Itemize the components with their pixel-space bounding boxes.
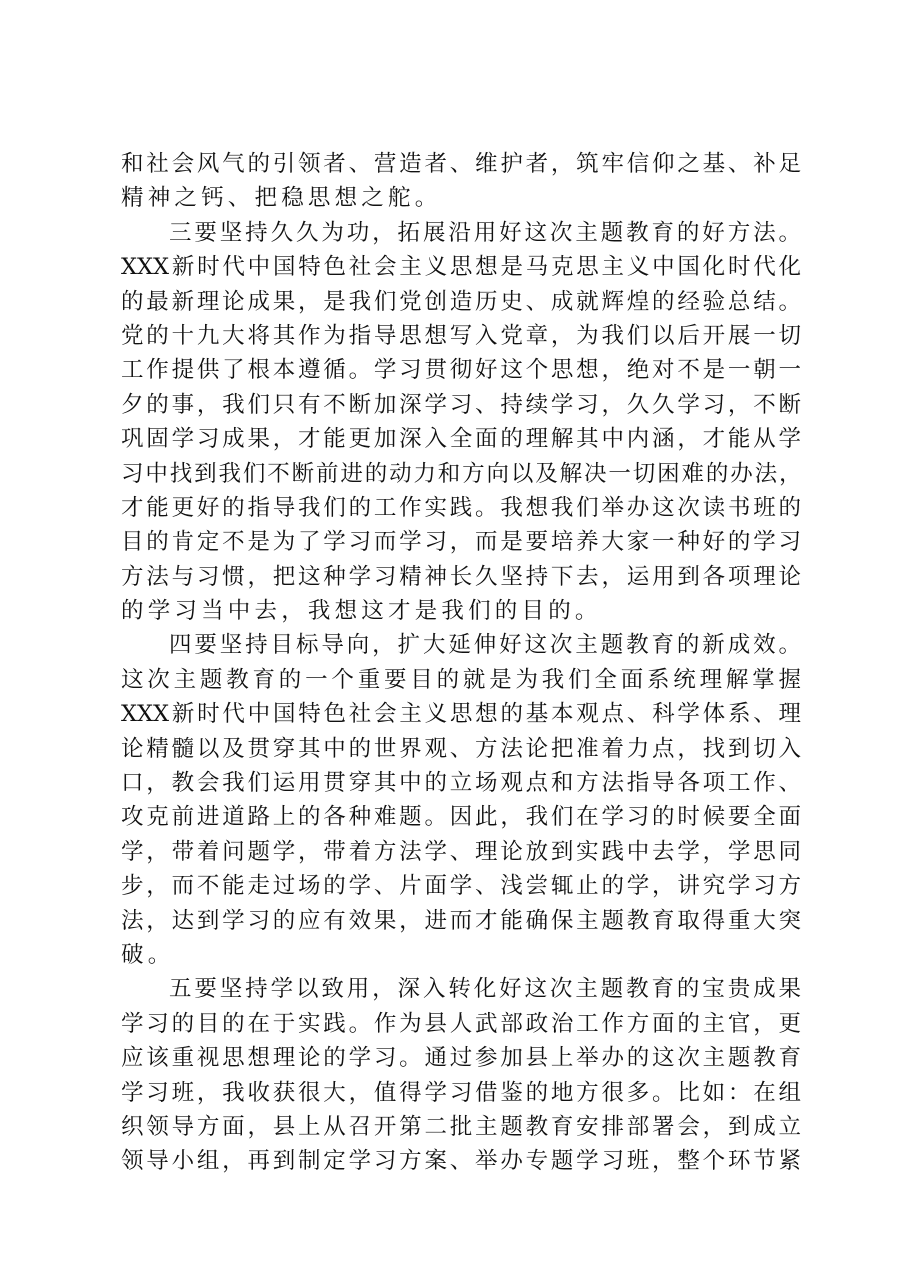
text-line: 工作提供了根本遵循。学习贯彻好这个思想，绝对不是一朝一	[121, 357, 801, 384]
text-line: 巩固学习成果，才能更加深入全面的理解其中内涵，才能从学	[121, 426, 801, 453]
text-line: 精神之钙、把稳思想之舵。	[121, 185, 442, 212]
text-line: 才能更好的指导我们的工作实践。我想我们举办这次读书班的	[121, 494, 801, 521]
text-line: 学习的目的在于实践。作为县人武部政治工作方面的主官，更	[121, 1010, 801, 1037]
text-line: 目的肯定不是为了学习而学习，而是要培养大家一种好的学习	[121, 529, 801, 556]
text-line: XXX新时代中国特色社会主义思想是马克思主义中国化时代化	[121, 254, 801, 281]
document-body	[121, 147, 801, 1179]
text-line: 应该重视思想理论的学习。通过参加县上举办的这次主题教育	[121, 1045, 801, 1072]
text-line: 破。	[121, 941, 175, 968]
text-line: 步，而不能走过场的学、片面学、浅尝辄止的学，讲究学习方	[121, 873, 801, 900]
text-line: 这次主题教育的一个重要目的就是为我们全面系统理解掌握	[121, 666, 801, 693]
text-line: 党的十九大将其作为指导思想写入党章，为我们以后开展一切	[121, 322, 801, 349]
text-line: 论精髓以及贯穿其中的世界观、方法论把准着力点，找到切入	[121, 735, 801, 762]
text-line: 法，达到学习的应有效果，进而才能确保主题教育取得重大突	[121, 907, 801, 934]
text-line: 织领导方面，县上从召开第二批主题教育安排部署会，到成立	[121, 1113, 801, 1140]
paragraph-heading-4: 四要坚持目标导向，扩大延伸好这次主题教育的新成效。	[169, 632, 801, 659]
paragraph-heading-3: 三要坚持久久为功，拓展沿用好这次主题教育的好方法。	[169, 219, 801, 246]
text-line: 习中找到我们不断前进的动力和方向以及解决一切困难的办法，	[121, 460, 801, 487]
text-line: 的学习当中去，我想这才是我们的目的。	[121, 598, 602, 625]
text-line: 的最新理论成果，是我们党创造历史、成就辉煌的经验总结。	[121, 288, 801, 315]
text-line: 领导小组，再到制定学习方案、举办专题学习班，整个环节紧	[121, 1148, 801, 1175]
text-line: 夕的事，我们只有不断加深学习、持续学习，久久学习，不断	[121, 391, 801, 418]
text-line: XXX新时代中国特色社会主义思想的基本观点、科学体系、理	[121, 701, 801, 728]
text-line: 攻克前进道路上的各种难题。因此，我们在学习的时候要全面	[121, 804, 801, 831]
text-line: 和社会风气的引领者、营造者、维护者，筑牢信仰之基、补足	[121, 151, 801, 177]
text-line: 学，带着问题学，带着方法学、理论放到实践中去学，学思同	[121, 838, 801, 865]
paragraph-heading-5: 五要坚持学以致用，深入转化好这次主题教育的宝贵成果	[169, 976, 801, 1003]
text-line: 方法与习惯，把这种学习精神长久坚持下去，运用到各项理论	[121, 563, 801, 590]
text-line: 口，教会我们运用贯穿其中的立场观点和方法指导各项工作、	[121, 770, 801, 797]
text-line: 学习班，我收获很大，值得学习借鉴的地方很多。比如：在组	[121, 1079, 801, 1106]
